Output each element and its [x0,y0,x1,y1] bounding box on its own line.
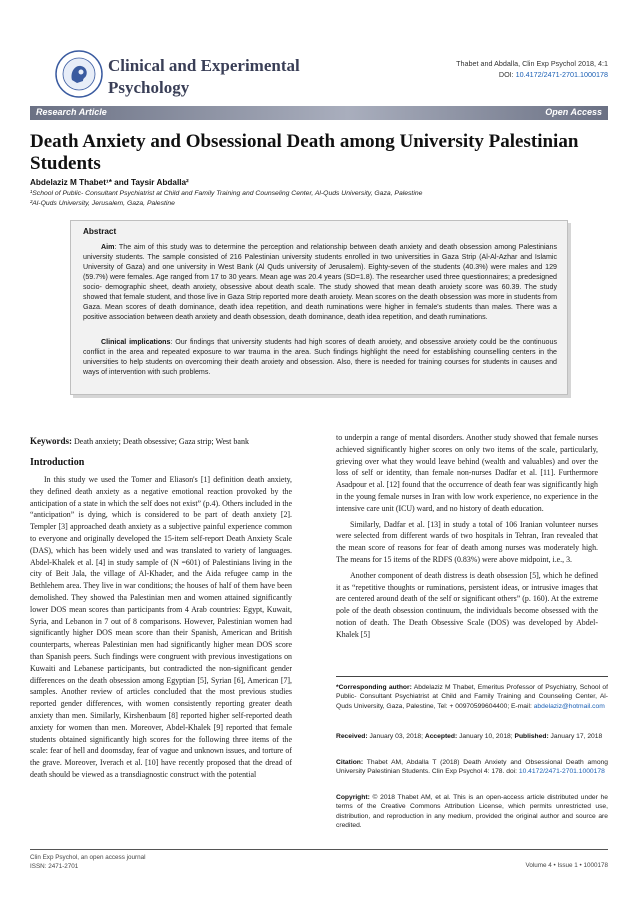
citation-header [456,58,608,80]
keywords-label: Keywords: [30,436,72,446]
introduction-heading: Introduction [30,457,85,468]
published-date: January 17, 2018 [548,733,603,740]
article-type-banner [30,106,608,120]
email-link[interactable]: abdelaziz@hotmail.com [533,702,605,710]
journal-title [108,55,300,99]
citation-body: Thabet AM, Abdalla T (2018) Death Anxiety and Obsessional Death among University Palestinian Students. Clin Exp Psychol 4: 178. doi: [336,759,608,776]
keywords [30,436,292,446]
intro-paragraph-2: to underpin a range of mental disorders. Another study showed that female nurses achieved significantly higher scores on only two items of the scale, particularly, grieving over what they would leave behind (wealth and valuables) and over the loss of self or identity, than female non-nurses Dadfar et al. [11]. Furthermore Asadpour et al. [12] found that the occurrence of death fear was significantly high in the young female nurses in Iran with low work experience, no experience in the intensive care unit (ICU) ward, and no history of death education. [336,433,598,513]
abstract-clinical [83,337,557,377]
dates [336,732,608,741]
aim-label: Aim [101,243,115,251]
citation-doi-link[interactable]: 10.4172/2471-2701.1000178 [518,768,605,776]
received-label: Received: [336,733,368,740]
doi-label: DOI: [498,70,516,79]
journal-title-line1: Clinical and Experimental [108,56,300,75]
corr-label: *Corresponding author: [336,684,412,691]
open-access-label: Open Access [545,107,602,117]
corr-text: Abdelaziz M Thabet, Emeritus Professor of Psychiatry, School of Public- Consultant Psychiatrist at Child and Family Training and Counseling Center, Al-Quds University, Gaza, Palestine, Tel: + 00970599604400; E-mail: [336,684,608,710]
footnote-rule [336,676,608,677]
left-column [30,474,292,785]
copyright-text: © 2018 Thabet AM, et al. This is an open-access article distributed under he terms of the Creative Commons Attribution License, which permits unrestricted use, distribution, and reproduction in any medium, provided the original author and source are credited. [336,794,608,830]
accepted-label: Accepted: [424,733,458,740]
article-title: Death Anxiety and Obsessional Death among University Palestinian Students [30,131,579,174]
aim-text: : The aim of this study was to determine the perception and relationship between death anxiety and death obsession among Palestinians university students. The sample consisted of 216 Palestinian university students enrolled in two universities in Gaza Strip (Al-Al-Azhar and Islamic University of Gaza) and one university in West Bank (Al Quds university of Jerusalem). Eighty-seven of the students (40.3%) were males and 129 (59.7%) were females. Age ranged from 17 to 30 years. Mean age was 20.4 years (SD=1.8). The researcher used three questionnaires; a predesigned socio- demographic sheet, death anxiety, obsessive about death scale. The study showed that mean death anxiety score was 60.39. The study showed that female student, and those live in Gaza Strip reported more death anxiety. Mean scores on the death obsession was more in students from Gaza. Mean scores of death dominance, death idea repetition, and death ruminations were higher in female's students than males. There was a positive association between death anxiety and death obsession, death dominance, death idea repetition, and death ruminations. [83,243,557,321]
footer-left [30,853,146,871]
clinical-label: Clinical implications [101,338,171,346]
footer-volume: Volume 4 • Issue 1 • 1000178 [525,862,608,869]
footer-issn: ISSN: 2471-2701 [30,863,79,870]
copyright-label: Copyright: [336,794,370,801]
copyright-note [336,793,608,831]
citation-label: Citation: [336,759,364,766]
right-column [336,432,598,645]
journal-title-line2: Psychology [108,78,190,97]
authors: Abdelaziz M Thabet¹* and Taysir Abdalla² [30,178,189,187]
abstract-heading: Abstract [83,227,117,236]
affiliation-2: ²Al-Quds University, Jerusalem, Gaza, Palestine [30,200,175,207]
citation-text: Thabet and Abdalla, Clin Exp Psychol 2018, 4:1 [456,59,608,68]
footer-journal: Clin Exp Psychol, an open access journal [30,854,146,861]
journal-logo-icon [55,50,103,98]
citation-note [336,758,608,777]
accepted-date: January 10, 2018; [457,733,515,740]
intro-paragraph-3: Similarly, Dadfar et al. [13] in study a total of 106 Iranian volunteer nurses were selected from different wards of two hospitals in Tehran, Iran revealed that the mean score of reasons for fear of death among nurses was moderately high. The means for 15 items of the RDFS (0.83%) were above midpoint, i.e., 3. [336,519,598,564]
clinical-text: : Our findings that university students had high scores of death anxiety, and obsessive anxiety could be the continuous conflict in the area and repeated exposure to war trauma in the area. Such findings highlight the need for establishing counselling centers in the universities to help students on overcoming their death anxiety and obsession. Also, there is needed for training courses for students in causes and ways of intervention with such problems. [83,338,557,376]
intro-paragraph-1: In this study we used the Tomer and Eliason's [1] definition death anxiety, they defined death anxiety as a negative emotional reaction provoked by the anticipation of a state in which the self does not exist” (p.4). Others included in the “anticipation” is dying, which is considered to be part of death anxiety [2]. Templer [3] approached death anxiety as a subjective painful experience common to everyone and originally developed the 15-item self-report Death Anxiety Scale (DAS), which has been widely used and was translated to variety of languages. Abdel-Khalek et al. [4] in study sample of (N =601) of Palestinians living in the city of Beit Jala, the village of Al-Khader, and the Aida refugee camp in the Bethlehem area. They live in war conditions; the houses of half of them have been demolished. They showed tha Palestinian men and women attained significantly lower DOS mean scores than participants from 4 Arab countries: Egypt, Kuwait, Syria, and Lebanon in 7 out of 8 comparisons. However, Palestinian women had significantly higher DOS mean score than their Spanish, American and British counterparts, whereas Palestinian men had significantly higher mean DOS score than Spanish peers. Such findings were congruent with previous investigations on Kuwaiti and Lebanese participants, but contradicted the non-significant gender differences on the death obsession among Egyptian [5], Syrian [6], American [7], samples. Another review of articles concluded that the most previous studies reported gender differences, with women consistently reporting greater death anxiety than men. Similarly, Kirshenbaum [8] reported higher self-reported death anxiety for women than men. Moreover, Abdel-Khalek [9] reported that female students obtained significantly high scores for the following three items of the scale: fear of hell and doomsday, fear of vague and unknown issues, and torture of the grave. Moreover, Iverach et al. [10] have recently proposed that the dread of death should be viewed as a transdiagnostic construct with the potential [30,475,292,779]
affiliation-1: ¹School of Public- Consultant Psychiatrist at Child and Family Training and Counseling Center, Al-Quds University, Gaza, Palestine [30,190,423,197]
abstract-box [70,220,568,395]
corresponding-author [336,683,608,711]
article-type-label: Research Article [36,107,107,117]
abstract-aim [83,242,557,322]
doi-line [456,69,608,80]
doi-link[interactable]: 10.4172/2471-2701.1000178 [515,70,608,79]
intro-paragraph-4: Another component of death distress is death obsession [5], which he defined it as “repetitive thoughts or ruminations, persistent ideas, or intrusive images that are centered around death of the self or significant others” (p. 160). At the extreme pole of the death obsession continuum, the individuals become obsessed with the notion of death. The Death Obsessive Scale (DOS) was developed by Abdel-Khalek [5] [336,570,598,639]
footer-rule [30,849,608,850]
keywords-text: Death anxiety; Death obsessive; Gaza strip; West bank [72,437,249,446]
published-label: Published: [514,733,549,740]
received-date: January 03, 2018; [367,733,425,740]
